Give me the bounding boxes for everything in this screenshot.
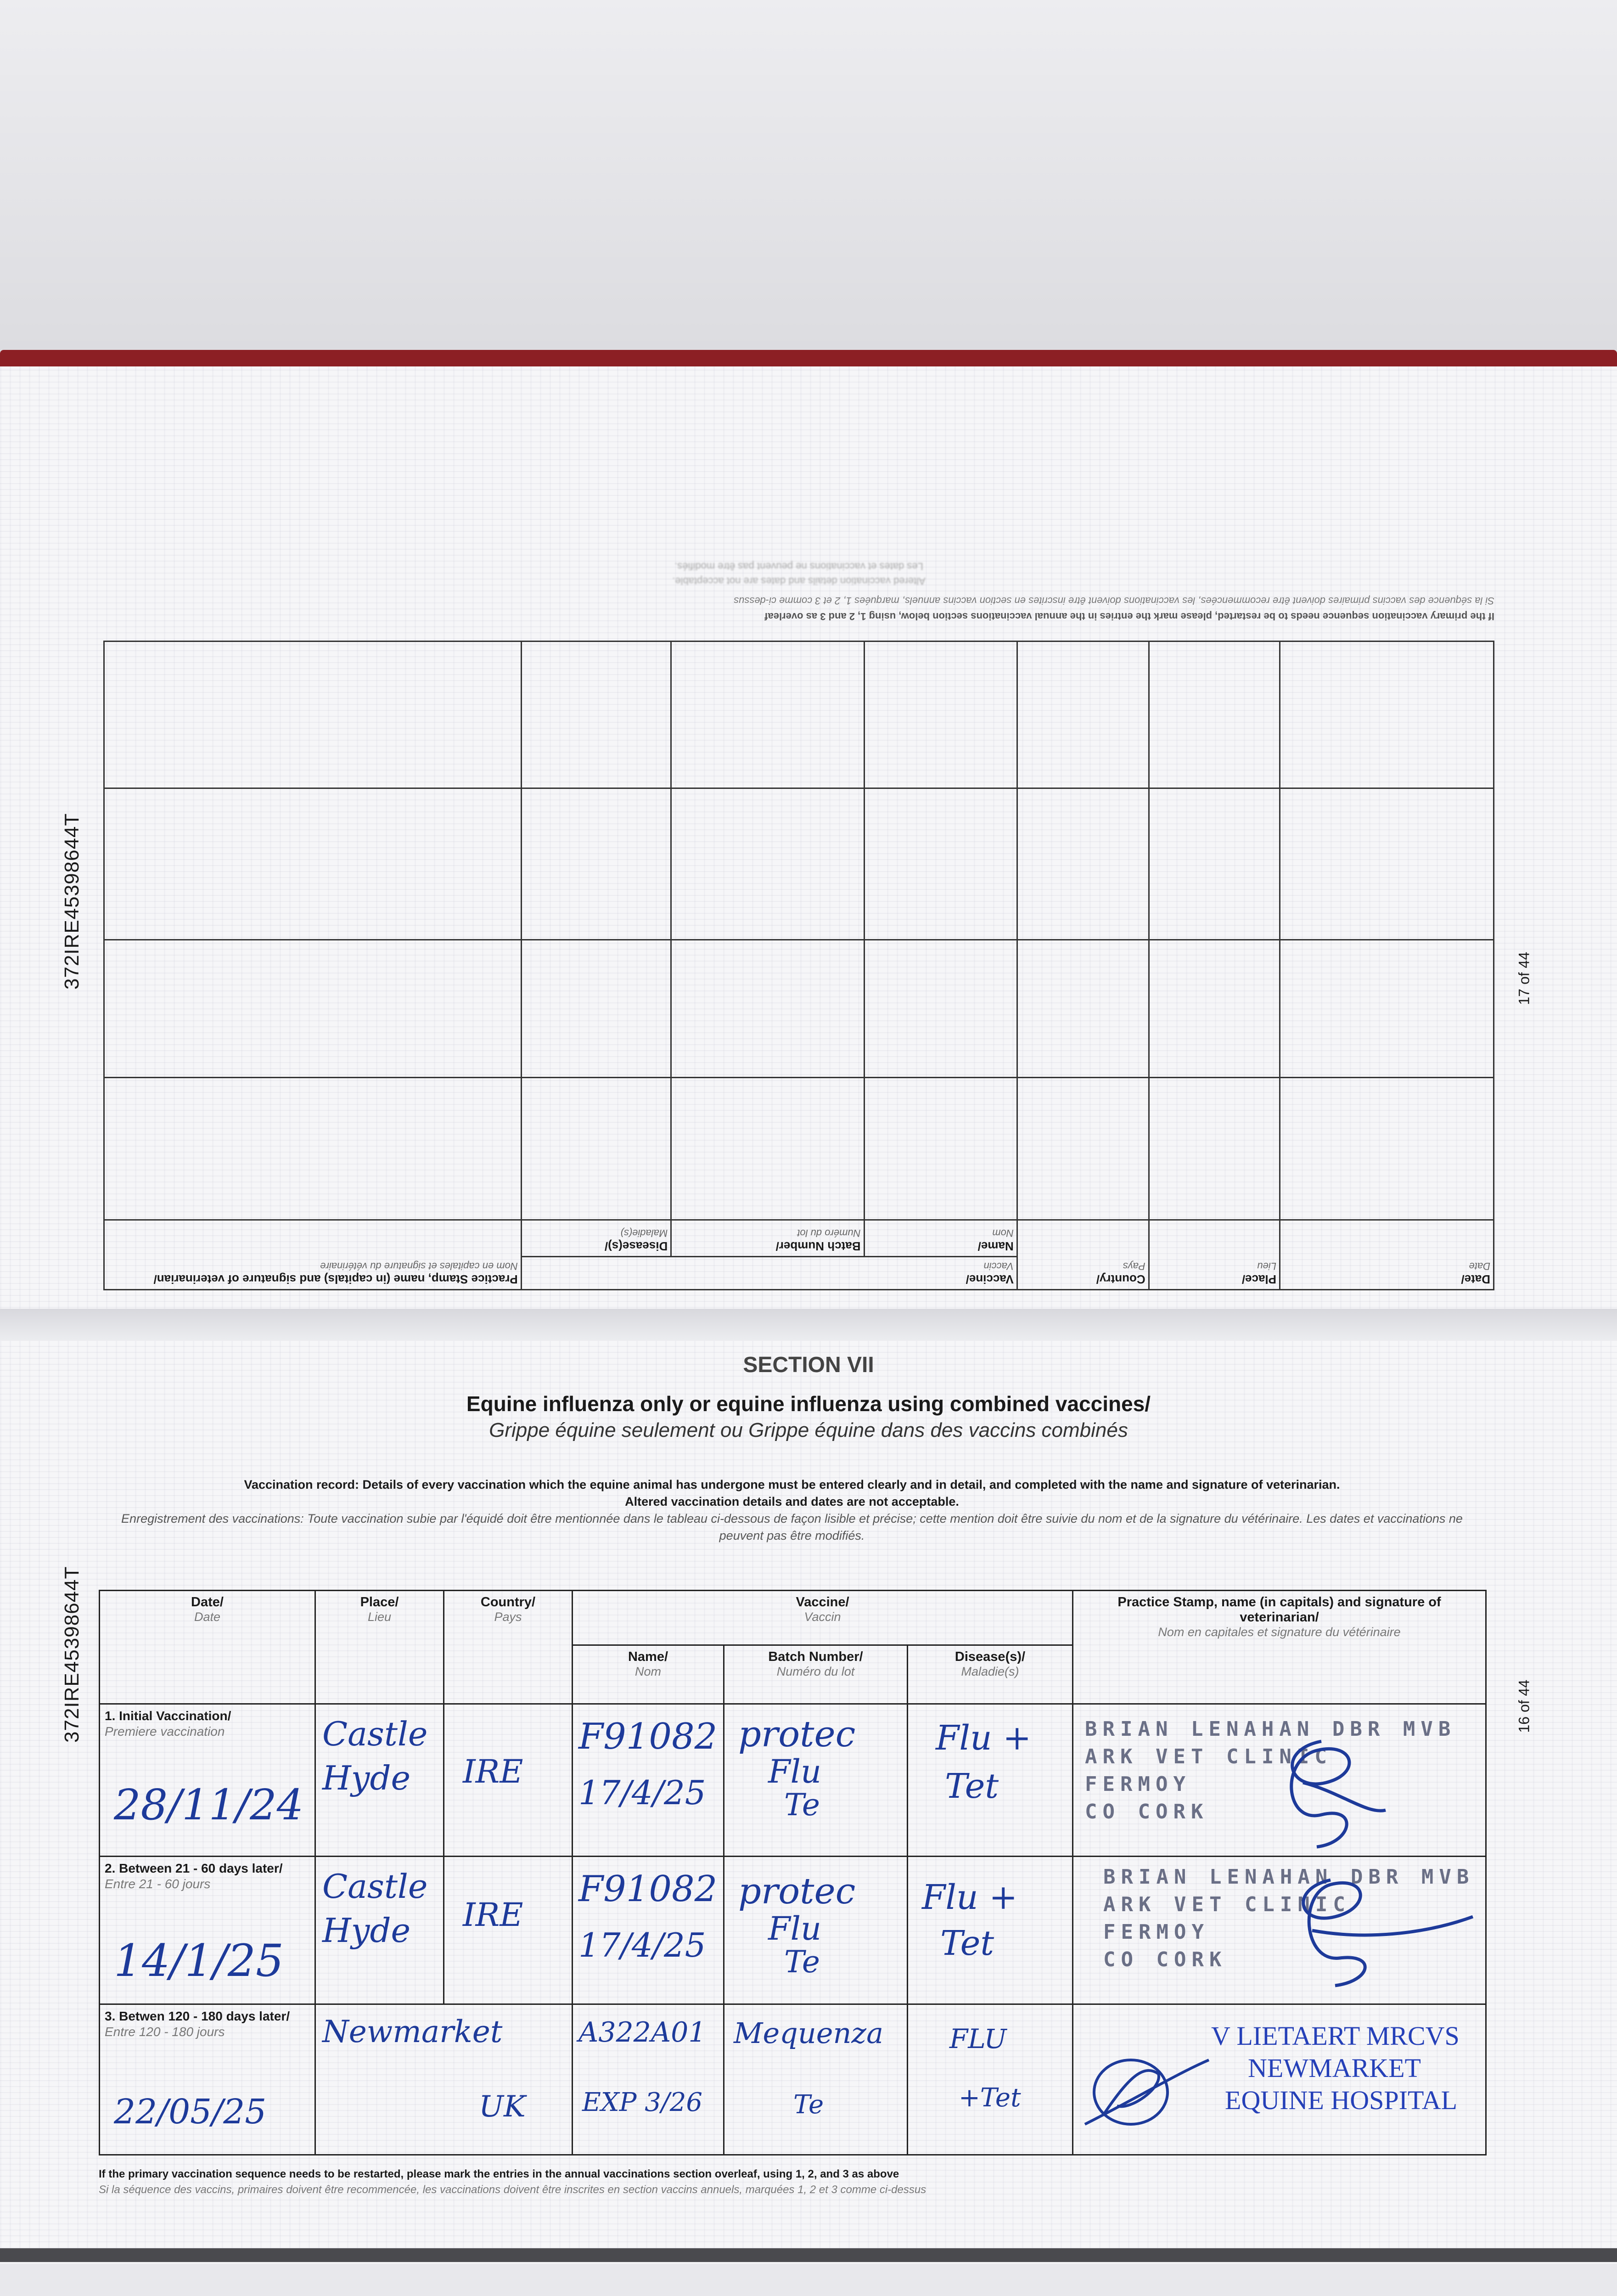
row-3-batch-line-1: Mequenza <box>734 2016 884 2050</box>
upper-header-disease: Disease(s)/ Maladie(s) <box>521 1220 671 1257</box>
row-3-place: Newmarket <box>322 2014 503 2050</box>
row-1-batch-line-2: Flu <box>768 1753 822 1791</box>
upper-page-note: If the primary vaccination sequence needs to be restarted, please mark the entries in the annual vaccinations section below, using 1, 2 and 3 as overleaf Si la séquence des vaccins primaires doivent être recommencées, les vaccinations doivent être inscrites en section vaccins annuels, marquées 1, 2 et 3 comme ci-dessus <box>734 595 1494 622</box>
row-2-batch-line-2: Flu <box>768 1910 822 1948</box>
upper-header-place: Place/ Lieu <box>1149 1220 1280 1290</box>
upper-page-flipped <box>103 478 1494 1290</box>
row-1-place-cell <box>315 1704 444 1857</box>
row-3-disease-cell <box>908 2004 1073 2155</box>
row-2-stamp-line-4: CO CORK <box>1103 1948 1227 1972</box>
upper-empty-row <box>104 788 1494 940</box>
passport-cover-bottom <box>0 2248 1617 2262</box>
upper-empty-row <box>104 642 1494 788</box>
row-2-signature <box>1271 1862 1477 1999</box>
row-3-country: UK <box>479 2090 526 2124</box>
upper-page-faded-text: Altered vaccination details and dates are not acceptable. Les dates et vaccinations ne peuvent pas être modifiés. <box>672 561 926 587</box>
row-1-stamp-line-3: FERMOY <box>1085 1773 1191 1796</box>
vaccination-record-instructions: Vaccination record: Details of every vaccination which the equine animal has undergone must be entered clearly and in detail, and completed with the name and signature of veterinarian. Altered vaccination details and dates are not acceptable. Enregistrement des vaccinations: Toute vaccination subie par l'équidé doit être mentionnée dans le tableau ci-dessous de façon lisible et précise; cette mention doit être suivie du nom et de la signature du vétérinaire. Les dates et vaccinations ne peuvent pas être modifiés. <box>121 1478 1463 1542</box>
row-1-signature <box>1248 1732 1395 1861</box>
row-3-disease-line-2: +Tet <box>959 2083 1021 2113</box>
row-1-country: IRE <box>463 1753 523 1791</box>
header-place: Place/ Lieu <box>315 1591 444 1704</box>
passport-id-lower: 372IRE45398644T <box>61 1566 83 1743</box>
upper-empty-row <box>104 940 1494 1078</box>
row-2-stamp-line-2: ARK VET CLINIC <box>1103 1893 1351 1917</box>
row-2-place-cell <box>315 1857 444 2004</box>
row-2-date-cell <box>100 1857 315 2004</box>
scanner-background <box>0 0 1617 354</box>
row-3-vaccine-name: A322A01 <box>578 2016 706 2049</box>
row-2-place-line-1: Castle <box>322 1867 428 1906</box>
vaccination-row-2 <box>100 1857 1486 2004</box>
restart-footnote: If the primary vaccination sequence needs to be restarted, please mark the entries in the annual vaccinations section overleaf, using 1, 2, and 3 as above Si la séquence des vaccins, primaires doivent être recommencée, les vaccinations doivent être inscrites en section vaccins annuels, marquées 1, 2 et 3 comme ci-dessus <box>99 2168 926 2196</box>
row-2-label: 2. Between 21 - 60 days later/ Entre 21 - 60 jours <box>105 1861 283 1891</box>
row-3-date-cell <box>100 2004 315 2155</box>
row-3-stamp-cell <box>1073 2004 1486 2155</box>
header-vaccine-name: Name/ Nom <box>573 1645 724 1704</box>
row-2-stamp-cell <box>1073 1857 1486 2004</box>
passport-cover-edge <box>0 350 1617 366</box>
upper-header-vaccine: Vaccine/ Vaccin <box>521 1257 1017 1290</box>
header-practice-stamp: Practice Stamp, name (in capitals) and signature of veterinarian/ Nom en capitales et signature du vétérinaire <box>1073 1591 1486 1704</box>
row-2-country-cell <box>444 1857 573 2004</box>
row-2-place-line-2: Hyde <box>322 1911 411 1950</box>
row-3-stamp-line-1: V LIETAERT MRCVS <box>1211 2021 1460 2051</box>
row-1-stamp-line-1: BRIAN LENAHAN DBR MVB <box>1085 1717 1456 1741</box>
header-date: Date/ Date <box>100 1591 315 1704</box>
upper-header-country: Country/ Pays <box>1017 1220 1149 1290</box>
row-3-disease-line-1: FLU <box>949 2023 1007 2055</box>
upper-empty-row <box>104 1078 1494 1220</box>
vaccination-row-1 <box>100 1704 1486 1857</box>
page-number-lower: 16 of 44 <box>1516 1679 1533 1733</box>
row-2-name-cell <box>573 1857 724 2004</box>
row-1-disease-cell <box>908 1704 1073 1857</box>
row-2-date: 14/1/25 <box>114 1935 284 1987</box>
row-1-batch-line-3: Te <box>784 1787 820 1823</box>
row-2-disease-line-1: Flu + <box>922 1878 1018 1918</box>
upper-header-batch: Batch Number/ Numéro du lot <box>671 1220 864 1257</box>
row-3-stamp-line-3: EQUINE HOSPITAL <box>1225 2085 1458 2116</box>
page-gutter <box>0 1309 1617 1341</box>
row-3-signature <box>1076 2046 1213 2138</box>
header-country: Country/ Pays <box>444 1591 573 1704</box>
section-number: SECTION VII <box>743 1353 874 1377</box>
scanner-background-bottom <box>0 2264 1617 2296</box>
row-3-batch-cell <box>724 2004 908 2155</box>
row-1-name-cell <box>573 1704 724 1857</box>
row-3-name-cell <box>573 2004 724 2155</box>
row-2-disease-line-2: Tet <box>940 1924 994 1964</box>
row-2-batch-line-1: protec <box>738 1871 856 1913</box>
row-2-disease-cell <box>908 1857 1073 2004</box>
vaccination-table <box>99 1590 1487 2155</box>
upper-blank-table <box>103 641 1494 1290</box>
row-2-stamp-line-3: FERMOY <box>1103 1920 1209 1944</box>
row-1-place-line-1: Castle <box>322 1715 428 1754</box>
row-1-place-line-2: Hyde <box>322 1759 411 1798</box>
upper-header-date: Date/ Date <box>1280 1220 1494 1290</box>
row-2-country: IRE <box>463 1896 523 1934</box>
row-3-place-country-cell <box>315 2004 573 2155</box>
header-diseases: Disease(s)/ Maladie(s) <box>908 1645 1073 1704</box>
row-2-batch-line-3: Te <box>784 1944 820 1980</box>
row-2-stamp-line-1: BRIAN LENAHAN DBR MVB <box>1103 1865 1475 1889</box>
row-1-date: 28/11/24 <box>114 1780 304 1830</box>
row-1-disease-line-2: Tet <box>945 1767 999 1806</box>
section-title-french: Grippe équine seulement ou Grippe équine dans des vaccins combinés <box>489 1419 1128 1441</box>
row-1-vaccine-expiry: 17/4/25 <box>578 1773 706 1812</box>
vaccination-row-3 <box>100 2004 1486 2155</box>
row-1-disease-line-1: Flu + <box>936 1718 1032 1758</box>
row-1-batch-line-1: protec <box>738 1714 856 1756</box>
page-number-upper: 17 of 44 <box>1516 951 1533 1005</box>
section-title: Equine influenza only or equine influenza using combined vaccines/ <box>466 1392 1151 1416</box>
row-1-stamp-line-2: ARK VET CLINIC <box>1085 1745 1332 1769</box>
row-3-label: 3. Betwen 120 - 180 days later/ Entre 120 - 180 jours <box>105 2009 290 2039</box>
row-1-country-cell <box>444 1704 573 1857</box>
row-3-date: 22/05/25 <box>114 2092 267 2132</box>
row-2-batch-cell <box>724 1857 908 2004</box>
upper-header-stamp: Practice Stamp, name (in capitals) and signature of veterinarian/ Nom en capitales et signature du vétérinaire <box>104 1220 522 1290</box>
row-2-vaccine-name: F91082 <box>578 1868 718 1910</box>
row-1-vaccine-name: F91082 <box>578 1716 718 1758</box>
header-batch-number: Batch Number/ Numéro du lot <box>724 1645 908 1704</box>
header-vaccine: Vaccine/ Vaccin <box>573 1591 1073 1645</box>
row-1-date-cell <box>100 1704 315 1857</box>
row-1-batch-cell <box>724 1704 908 1857</box>
row-1-label: 1. Initial Vaccination/ Premiere vaccination <box>105 1709 231 1739</box>
row-2-vaccine-expiry: 17/4/25 <box>578 1926 706 1965</box>
row-3-stamp-line-2: NEWMARKET <box>1248 2053 1421 2083</box>
passport-id-upper: 372IRE45398644T <box>61 813 83 990</box>
upper-header-name: Name/ Nom <box>864 1220 1017 1257</box>
row-1-stamp-line-4: CO CORK <box>1085 1800 1209 1824</box>
row-3-vaccine-expiry: EXP 3/26 <box>582 2088 702 2118</box>
row-1-stamp-cell <box>1073 1704 1486 1857</box>
row-3-batch-line-2: Te <box>793 2090 824 2120</box>
